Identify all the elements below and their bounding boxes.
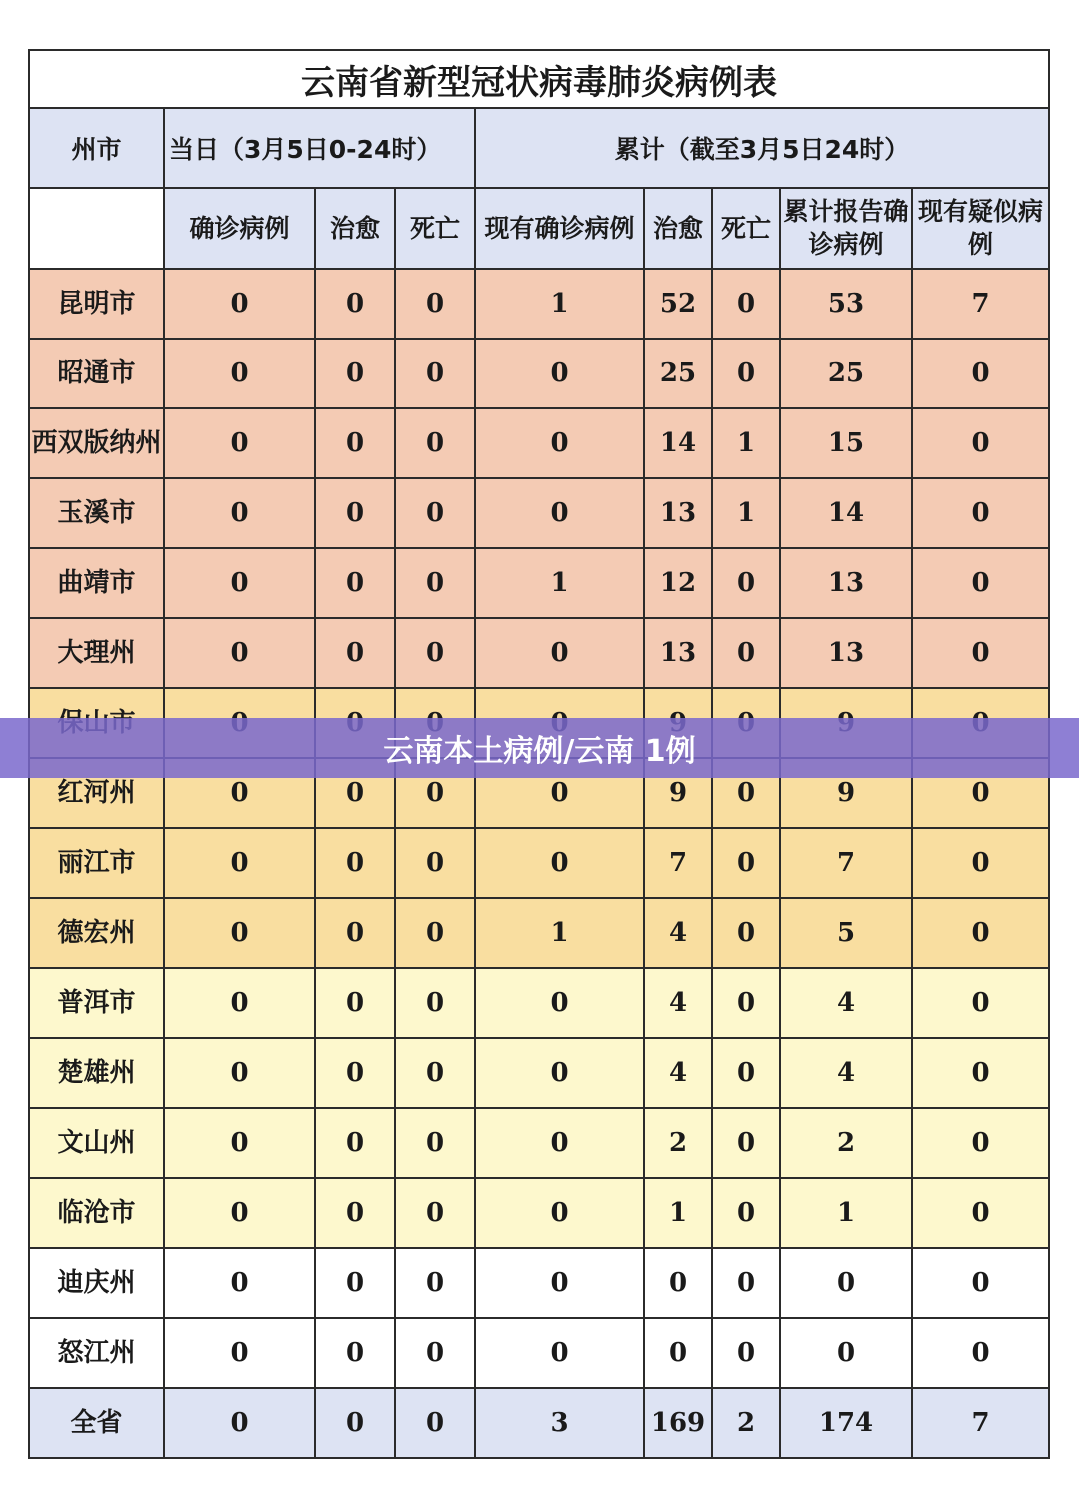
- overlay-caption-banner: [0, 718, 1079, 778]
- region-name: 丽江市: [29, 828, 164, 898]
- value-cell: 0: [395, 408, 475, 478]
- value-cell: 0: [164, 758, 315, 828]
- value-cell: 0: [164, 339, 315, 409]
- value-cell: 0: [164, 408, 315, 478]
- value-cell: 0: [395, 339, 475, 409]
- value-cell: 25: [780, 339, 912, 409]
- value-cell: 0: [475, 1178, 644, 1248]
- table-row: [29, 828, 1049, 898]
- table-row: [29, 1178, 1049, 1248]
- value-cell: 0: [395, 758, 475, 828]
- table-row: [29, 618, 1049, 688]
- value-cell: 0: [315, 478, 395, 548]
- value-cell: 0: [315, 1248, 395, 1318]
- value-cell: 4: [644, 968, 712, 1038]
- value-cell: 0: [475, 339, 644, 409]
- header-cum-deaths: 死亡: [712, 188, 780, 268]
- value-cell: 52: [644, 269, 712, 339]
- value-cell: 0: [395, 1108, 475, 1178]
- value-cell: 0: [164, 1318, 315, 1388]
- value-cell: 4: [780, 1038, 912, 1108]
- value-cell: 0: [712, 828, 780, 898]
- value-cell: 0: [395, 1038, 475, 1108]
- value-cell: 0: [712, 618, 780, 688]
- value-cell: 0: [164, 1388, 315, 1458]
- value-cell: 1: [712, 408, 780, 478]
- value-cell: 0: [712, 1248, 780, 1318]
- value-cell: 0: [712, 269, 780, 339]
- value-cell: 0: [912, 408, 1049, 478]
- value-cell: 0: [912, 618, 1049, 688]
- value-cell: 7: [780, 828, 912, 898]
- table-row: [29, 478, 1049, 548]
- region-name: 曲靖市: [29, 548, 164, 618]
- value-cell: 13: [780, 618, 912, 688]
- table-row: [29, 1108, 1049, 1178]
- value-cell: 0: [712, 1108, 780, 1178]
- value-cell: 0: [395, 898, 475, 968]
- value-cell: 0: [315, 1038, 395, 1108]
- region-name: 红河州: [29, 758, 164, 828]
- table-row: [29, 339, 1049, 409]
- region-name: 玉溪市: [29, 478, 164, 548]
- value-cell: 0: [912, 968, 1049, 1038]
- value-cell: 0: [164, 548, 315, 618]
- overlay-caption: 云南本土病例/云南 1例: [383, 734, 696, 769]
- value-cell: 4: [644, 898, 712, 968]
- table-row: [29, 548, 1049, 618]
- value-cell: 0: [315, 1318, 395, 1388]
- value-cell: 1: [780, 1178, 912, 1248]
- table-row: [29, 408, 1049, 478]
- region-name: 昆明市: [29, 269, 164, 339]
- value-cell: 0: [475, 1108, 644, 1178]
- value-cell: 0: [475, 1248, 644, 1318]
- value-cell: 0: [475, 968, 644, 1038]
- value-cell: 0: [315, 1108, 395, 1178]
- value-cell: 0: [912, 548, 1049, 618]
- value-cell: 0: [395, 618, 475, 688]
- region-name: 怒江州: [29, 1318, 164, 1388]
- header-cum-cured: 治愈: [644, 188, 712, 268]
- value-cell: 0: [912, 478, 1049, 548]
- header-current-suspected: 现有疑似病例: [912, 188, 1049, 268]
- table-row: [29, 269, 1049, 339]
- value-cell: 0: [164, 478, 315, 548]
- value-cell: 0: [712, 339, 780, 409]
- region-name: 临沧市: [29, 1178, 164, 1248]
- value-cell: 15: [780, 408, 912, 478]
- table-title: 云南省新型冠状病毒肺炎病例表: [29, 50, 1049, 108]
- value-cell: 0: [315, 269, 395, 339]
- table-row: [29, 1248, 1049, 1318]
- value-cell: 1: [475, 898, 644, 968]
- value-cell: 0: [164, 1108, 315, 1178]
- value-cell: 0: [164, 898, 315, 968]
- value-cell: 13: [644, 478, 712, 548]
- region-name: 德宏州: [29, 898, 164, 968]
- value-cell: 0: [315, 548, 395, 618]
- value-cell: 0: [644, 1318, 712, 1388]
- value-cell: 0: [315, 408, 395, 478]
- value-cell: 12: [644, 548, 712, 618]
- value-cell: 7: [644, 828, 712, 898]
- value-cell: 0: [712, 1318, 780, 1388]
- value-cell: 0: [164, 828, 315, 898]
- header-daily-cured: 治愈: [315, 188, 395, 268]
- header-cum-reported: 累计报告确诊病例: [780, 188, 912, 268]
- value-cell: 0: [164, 618, 315, 688]
- value-cell: 169: [644, 1388, 712, 1458]
- value-cell: 0: [395, 968, 475, 1038]
- value-cell: 0: [315, 898, 395, 968]
- value-cell: 4: [780, 968, 912, 1038]
- value-cell: 0: [912, 828, 1049, 898]
- value-cell: 0: [780, 1248, 912, 1318]
- value-cell: 13: [644, 618, 712, 688]
- value-cell: 0: [912, 1038, 1049, 1108]
- header-region: 州市: [29, 108, 164, 188]
- value-cell: 0: [475, 758, 644, 828]
- table-row: [29, 1038, 1049, 1108]
- value-cell: 0: [475, 618, 644, 688]
- value-cell: 0: [912, 758, 1049, 828]
- value-cell: 0: [315, 339, 395, 409]
- value-cell: 174: [780, 1388, 912, 1458]
- value-cell: 0: [475, 408, 644, 478]
- value-cell: 7: [912, 269, 1049, 339]
- value-cell: 2: [644, 1108, 712, 1178]
- value-cell: 1: [712, 478, 780, 548]
- total-row: [29, 1388, 1049, 1458]
- value-cell: 0: [315, 758, 395, 828]
- value-cell: 9: [780, 758, 912, 828]
- value-cell: 1: [475, 269, 644, 339]
- value-cell: 0: [712, 1178, 780, 1248]
- header-daily-deaths: 死亡: [395, 188, 475, 268]
- value-cell: 9: [644, 758, 712, 828]
- value-cell: 0: [475, 1318, 644, 1388]
- value-cell: 0: [712, 548, 780, 618]
- table-row: [29, 1318, 1049, 1388]
- value-cell: 0: [315, 618, 395, 688]
- value-cell: 0: [712, 758, 780, 828]
- value-cell: 0: [712, 898, 780, 968]
- value-cell: 0: [912, 1178, 1049, 1248]
- value-cell: 0: [164, 1038, 315, 1108]
- value-cell: 5: [780, 898, 912, 968]
- header-cumulative-group: 累计（截至3月5日24时）: [475, 108, 1049, 188]
- value-cell: 0: [164, 968, 315, 1038]
- value-cell: 0: [780, 1318, 912, 1388]
- header-current-confirmed: 现有确诊病例: [475, 188, 644, 268]
- value-cell: 1: [475, 548, 644, 618]
- value-cell: 0: [315, 828, 395, 898]
- value-cell: 0: [395, 1248, 475, 1318]
- value-cell: 0: [475, 828, 644, 898]
- value-cell: 0: [712, 968, 780, 1038]
- value-cell: 0: [315, 1388, 395, 1458]
- value-cell: 3: [475, 1388, 644, 1458]
- value-cell: 4: [644, 1038, 712, 1108]
- value-cell: 14: [644, 408, 712, 478]
- value-cell: 25: [644, 339, 712, 409]
- region-name: 西双版纳州: [29, 408, 164, 478]
- value-cell: 2: [780, 1108, 912, 1178]
- region-name: 迪庆州: [29, 1248, 164, 1318]
- value-cell: 0: [475, 478, 644, 548]
- value-cell: 0: [315, 1178, 395, 1248]
- value-cell: 0: [912, 1248, 1049, 1318]
- table-row: [29, 968, 1049, 1038]
- table-body: [29, 269, 1049, 1458]
- value-cell: 7: [912, 1388, 1049, 1458]
- value-cell: 0: [475, 1038, 644, 1108]
- value-cell: 0: [644, 1248, 712, 1318]
- value-cell: 0: [395, 1388, 475, 1458]
- value-cell: 0: [912, 898, 1049, 968]
- value-cell: 0: [912, 1318, 1049, 1388]
- value-cell: 0: [395, 548, 475, 618]
- value-cell: 0: [395, 1318, 475, 1388]
- header-blank-cell: [29, 188, 164, 268]
- value-cell: 0: [315, 968, 395, 1038]
- region-name: 昭通市: [29, 339, 164, 409]
- region-name: 普洱市: [29, 968, 164, 1038]
- value-cell: 2: [712, 1388, 780, 1458]
- value-cell: 0: [164, 269, 315, 339]
- value-cell: 0: [395, 828, 475, 898]
- value-cell: 53: [780, 269, 912, 339]
- value-cell: 0: [712, 1038, 780, 1108]
- region-name: 大理州: [29, 618, 164, 688]
- header-daily-confirmed: 确诊病例: [164, 188, 315, 268]
- value-cell: 0: [164, 1178, 315, 1248]
- value-cell: 0: [395, 269, 475, 339]
- value-cell: 0: [912, 339, 1049, 409]
- value-cell: 0: [395, 478, 475, 548]
- region-name: 文山州: [29, 1108, 164, 1178]
- region-name: 全省: [29, 1388, 164, 1458]
- value-cell: 13: [780, 548, 912, 618]
- value-cell: 0: [395, 1178, 475, 1248]
- value-cell: 0: [164, 1248, 315, 1318]
- region-name: 楚雄州: [29, 1038, 164, 1108]
- value-cell: 14: [780, 478, 912, 548]
- header-daily-group: 当日（3月5日0-24时）: [164, 108, 475, 188]
- table-row: [29, 898, 1049, 968]
- value-cell: 0: [912, 1108, 1049, 1178]
- value-cell: 1: [644, 1178, 712, 1248]
